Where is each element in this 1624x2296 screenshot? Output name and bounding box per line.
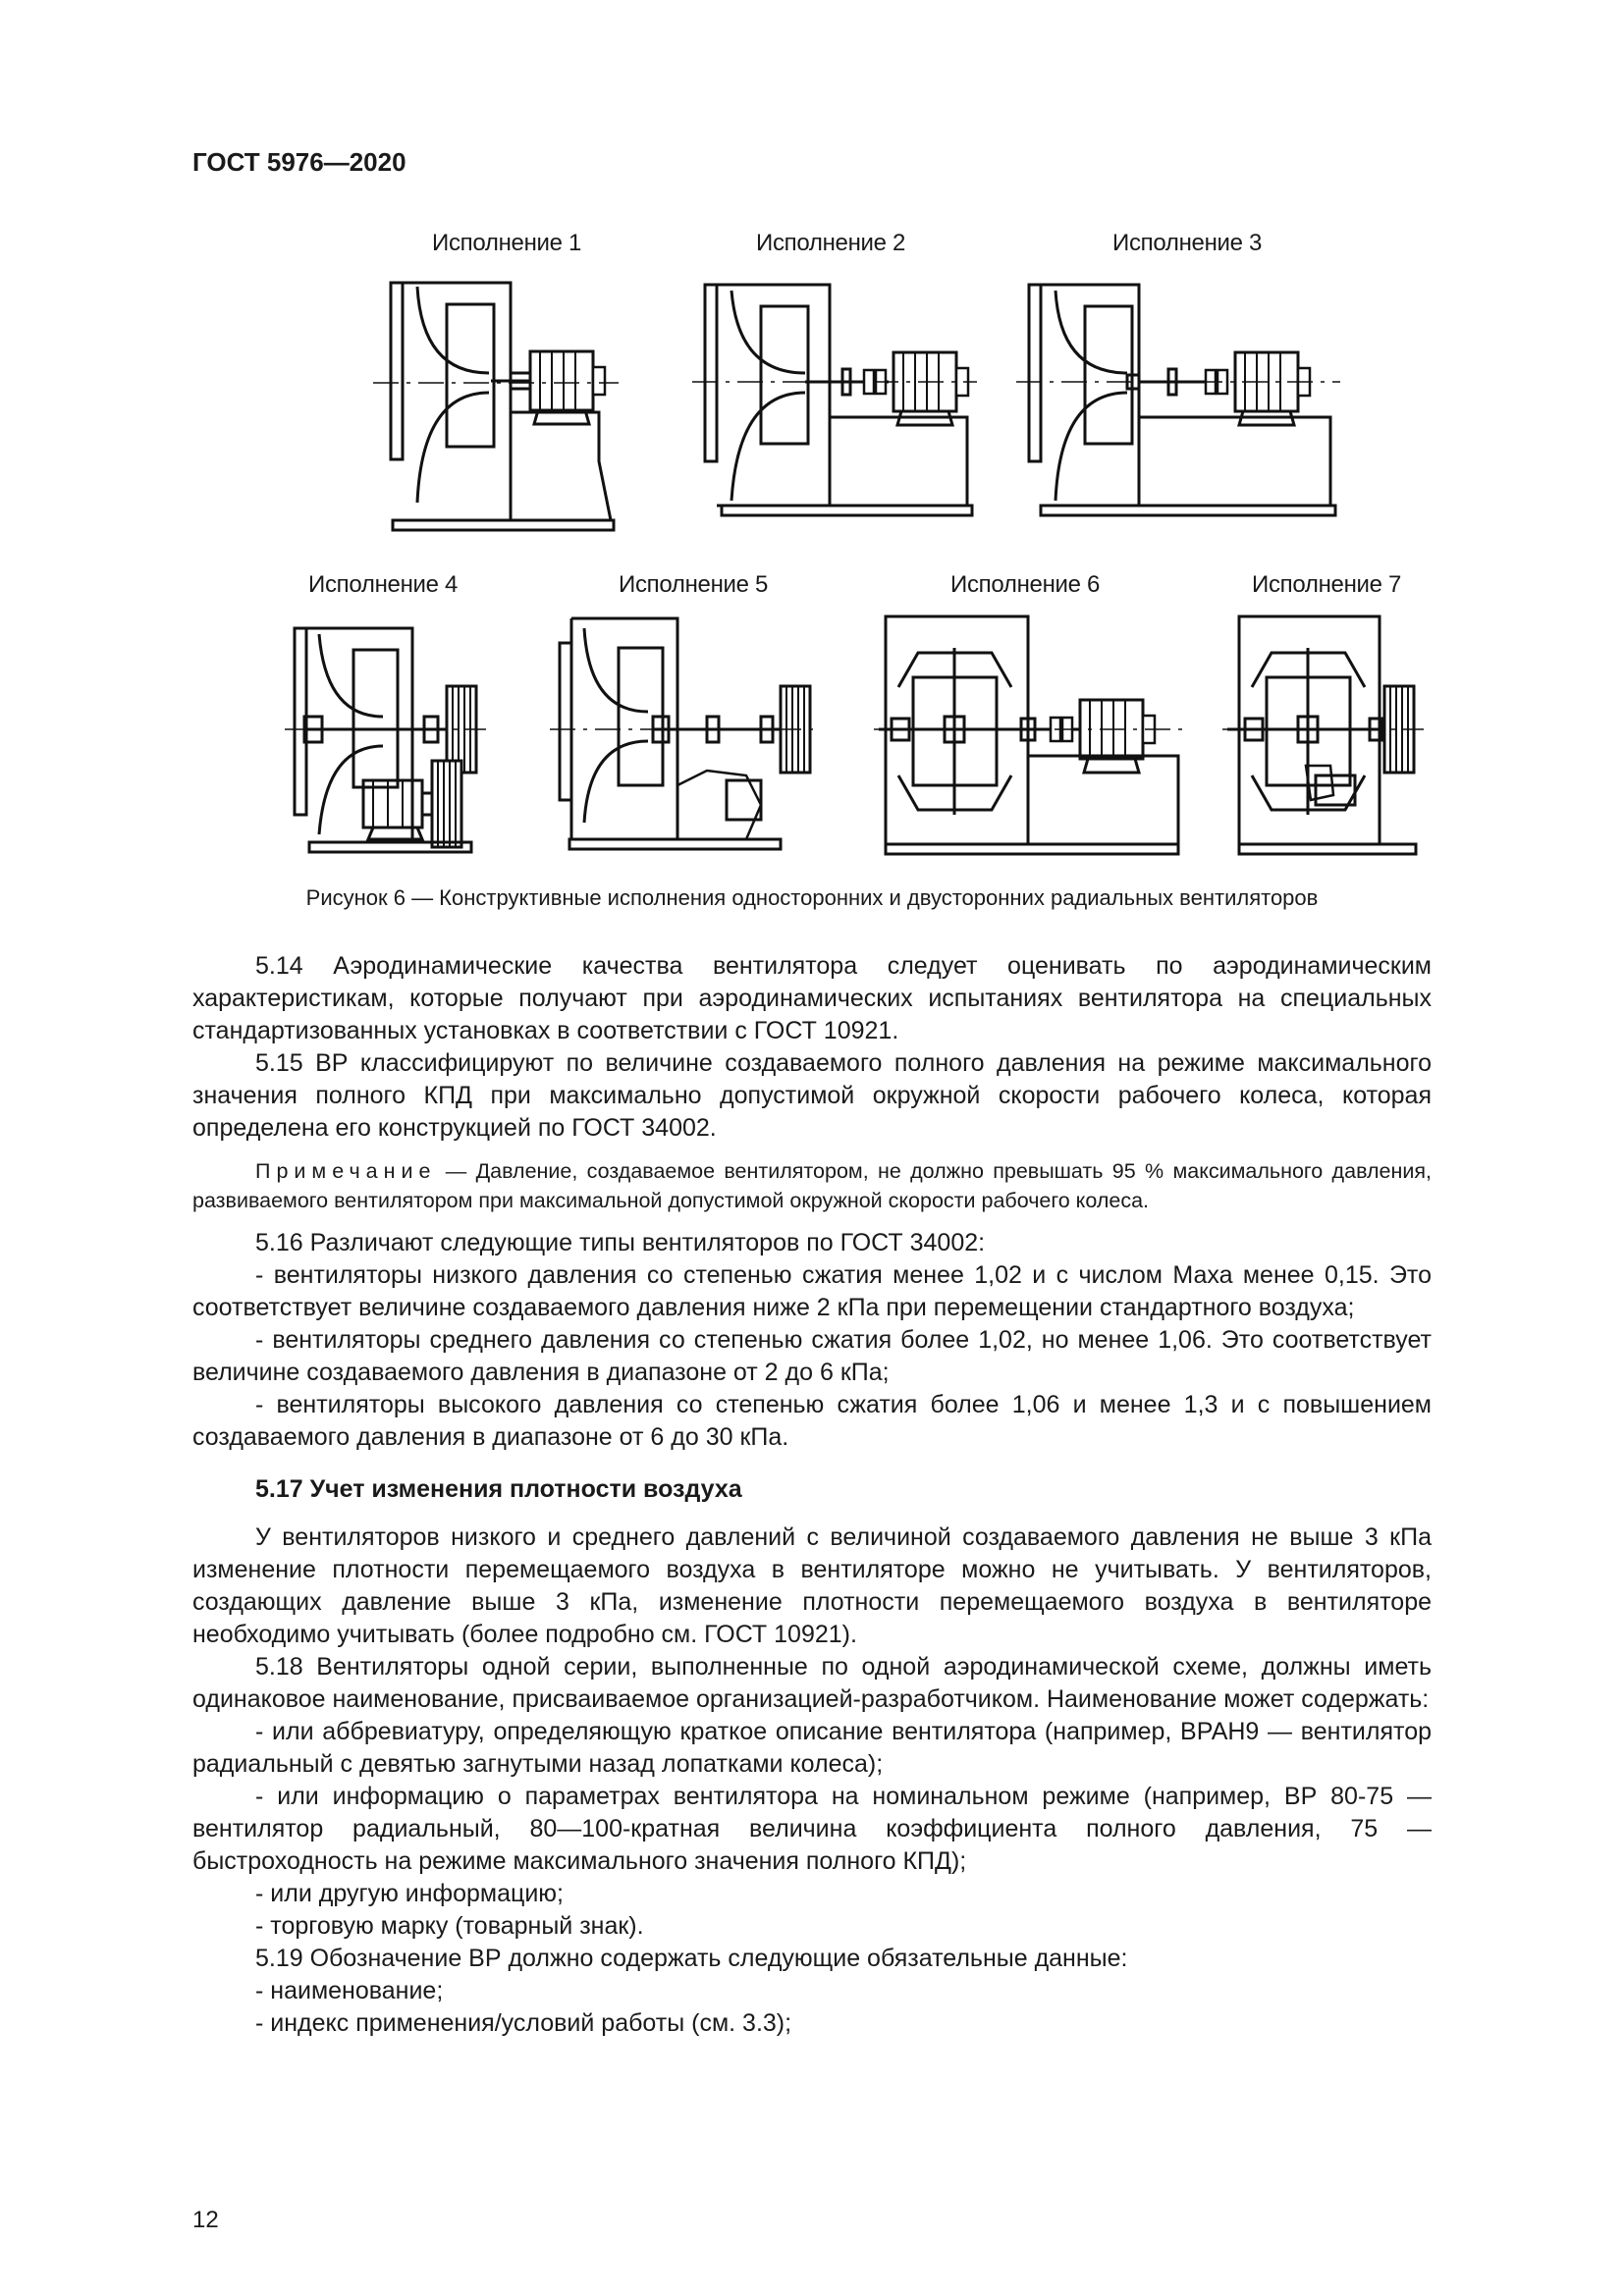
body-text <box>192 950 1432 2040</box>
figure-caption: Рисунок 6 — Конструктивные исполнения односторонних и двусторонних радиальных вентиляторов <box>305 885 1319 910</box>
paragraph-5-15: 5.15 ВР классифицируют по величине создаваемого полного давления на режиме максимального значения полного КПД при максимально допустимой окружной скорости рабочего колеса, которая определена его конструкцией по ГОСТ 34002. <box>192 1049 1432 1142</box>
list-item: - или другую информацию; <box>255 1880 564 1907</box>
paragraph-5-19: 5.19 Обозначение ВР должно содержать следующие обязательные данные: <box>255 1945 1128 1972</box>
list-item: - индекс применения/условий работы (см. 3.3); <box>255 2009 792 2037</box>
page-number: 12 <box>192 2207 219 2233</box>
paragraph-5-18: 5.18 Вентиляторы одной серии, выполненные по одной аэродинамической схеме, должны иметь одинаковое наименование, присваиваемое организацией-разработчиком. Наименование может содержать: <box>192 1653 1432 1713</box>
variant-label-2: Исполнение 2 <box>756 230 906 256</box>
list-item: - наименование; <box>255 1977 444 2004</box>
note-label: Примечание <box>255 1159 437 1183</box>
variant-label-6: Исполнение 6 <box>950 571 1101 598</box>
variant-label-7: Исполнение 7 <box>1252 571 1402 598</box>
note <box>192 1156 1432 1215</box>
fan-variants-figure <box>0 0 1624 883</box>
variant-drawing-3 <box>1016 285 1340 515</box>
list-item: - или аббревиатуру, определяющую краткое описание вентилятора (например, ВРАН9 — вентилятор радиальный с девятью загнутыми назад лопатками колеса); <box>192 1718 1432 1778</box>
paragraph-5-14: 5.14 Аэродинамические качества вентилятора следует оценивать по аэродинамическим характеристикам, которые получают при аэродинамических испытаниях вентилятора на специальных стандартизованных установках в соответствии с ГОСТ 10921. <box>192 952 1432 1044</box>
section-heading-5-17: 5.17 Учет изменения плотности воздуха <box>255 1475 742 1503</box>
list-item: - вентиляторы среднего давления со степенью сжатия более 1,02, но менее 1,06. Это соответствует величине создаваемого давления в диапазоне от 2 до 6 кПа; <box>192 1326 1432 1386</box>
variant-label-5: Исполнение 5 <box>619 571 769 598</box>
variant-drawing-2 <box>692 285 977 515</box>
variant-drawing-1 <box>373 283 619 530</box>
list-item: - торговую марку (товарный знак). <box>255 1912 644 1940</box>
list-item: - или информацию о параметрах вентилятора на номинальном режиме (например, ВР 80-75 — вентилятор радиальный, 80—100-кратная величина коэффициента полного давления, 75 — быстроходность на режиме максимального значения полного КПД); <box>192 1783 1432 1875</box>
list-item: - вентиляторы низкого давления со степенью сжатия менее 1,02 и с числом Маха менее 0,15. Это соответствует величине создаваемого давления ниже 2 кПа при перемещении стандартного воздуха; <box>192 1261 1432 1321</box>
variant-drawing-4 <box>285 628 486 852</box>
document-header: ГОСТ 5976—2020 <box>192 147 406 177</box>
note-text: — Давление, создаваемое вентилятором, не должно превышать 95 % максимального давления, развиваемого вентилятором при максимальной допустимой окружной скорости рабочего колеса. <box>192 1159 1432 1212</box>
variant-label-4: Исполнение 4 <box>308 571 459 598</box>
variant-drawing-5 <box>550 618 820 849</box>
variant-label-1: Исполнение 1 <box>432 230 582 256</box>
variant-drawing-6 <box>874 616 1183 854</box>
list-item: - вентиляторы высокого давления со степенью сжатия более 1,06 и менее 1,3 и с повышением создаваемого давления в диапазоне от 6 до 30 кПа. <box>192 1391 1432 1451</box>
variant-label-3: Исполнение 3 <box>1112 230 1263 256</box>
paragraph-5-16: 5.16 Различают следующие типы вентиляторов по ГОСТ 34002: <box>255 1229 986 1256</box>
paragraph-5-17: У вентиляторов низкого и среднего давлений с величиной создаваемого давления не выше 3 кПа изменение плотности перемещаемого воздуха в вентиляторе можно не учитывать. У вентиляторов, создающих давление выше 3 кПа, изменение плотности перемещаемого воздуха в вентиляторе необходимо учитывать (более подробно см. ГОСТ 10921). <box>192 1523 1432 1648</box>
variant-drawing-7 <box>1222 616 1424 854</box>
